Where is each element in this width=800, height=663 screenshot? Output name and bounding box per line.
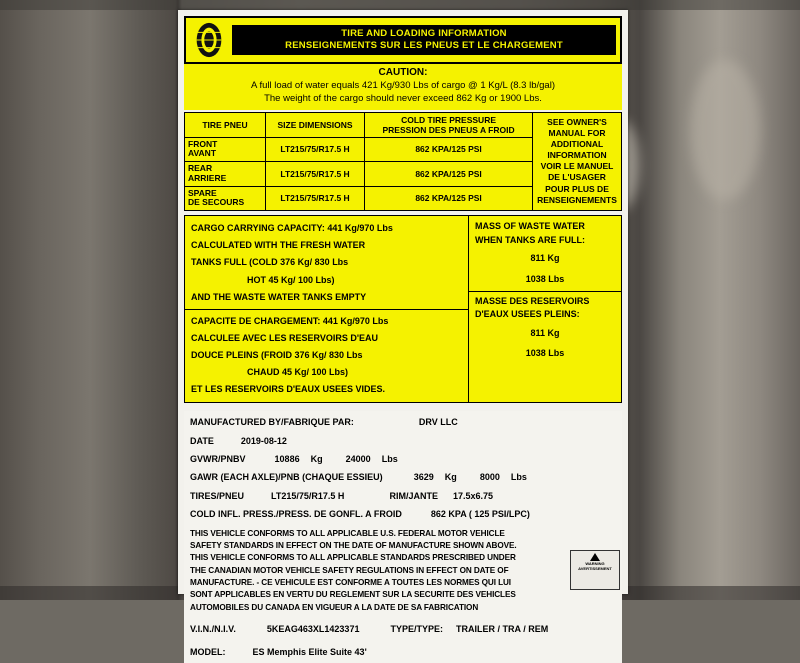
gawr-lbs-value: 8000 xyxy=(479,472,500,483)
row-position-rear-fr: ARRIERE xyxy=(188,172,227,183)
owner-manual-note: SEE OWNER'S MANUAL FOR ADDITIONAL INFORMATION VOIR LE MANUEL DE L'USAGER POUR PLUS DE RENSEIGNEMENTS xyxy=(533,112,622,211)
warning-triangle-icon xyxy=(590,553,600,561)
date-value: 2019-08-12 xyxy=(240,435,287,446)
background-top-shadow xyxy=(0,0,800,10)
tires-row xyxy=(190,487,616,505)
conformity-line-2: SAFETY STANDARDS IN EFFECT ON THE DATE OF MANUFACTURE SHOWN ABOVE. xyxy=(190,541,517,551)
conformity-line-7: AUTOMOBILES DU CANADA EN VIGUEUR A LA DATE DE SA FABRICATION xyxy=(190,602,479,612)
tire-table xyxy=(184,112,622,212)
tires-label: TIRES/PNEU xyxy=(190,490,245,501)
cargo-capacity-block xyxy=(184,215,622,403)
caution-line-1: A full load of water equals 421 Kg/930 Lbs of cargo @ 1 Kg/L (8.3 lb/gal) xyxy=(251,80,555,91)
row-position-front xyxy=(185,137,266,162)
col-header-pressure-en: COLD TIRE PRESSURE xyxy=(401,114,497,125)
header-line-fr: RENSEIGNEMENTS SUR LES PNEUS ET LE CHARGEMENT xyxy=(285,40,563,51)
manufactured-by-label: MANUFACTURED BY/FABRIQUE PAR: xyxy=(190,417,354,428)
col-header-position: TIRE PNEU xyxy=(185,112,266,137)
gvwr-kg-value: 10886 xyxy=(274,454,300,465)
waste-en-title-2: WHEN TANKS ARE FULL: xyxy=(475,234,585,245)
gawr-label: GAWR (EACH AXLE)/PNB (CHAQUE ESSIEU) xyxy=(190,472,383,483)
label-header xyxy=(184,16,622,64)
model-row xyxy=(190,645,616,659)
tire-icon xyxy=(190,21,228,59)
gvwr-lbs-value: 24000 xyxy=(345,454,371,465)
waste-fr-kg: 811 Kg xyxy=(530,327,560,338)
row-pressure-spare: 862 KPA/125 PSI xyxy=(365,186,533,211)
conformity-line-6: SONT APPLICABLES EN VERTU DU REGLEMENT SUR LA SECURITE DES VEHICLES xyxy=(190,590,516,600)
type-label: TYPE/TYPE: xyxy=(390,623,443,634)
gawr-row xyxy=(190,468,616,486)
cargo-fr-line-3: DOUCE PLEINS (FROID 376 Kg/ 830 Lbs xyxy=(191,349,363,360)
vin-row xyxy=(190,620,616,639)
col-header-size: SIZE DIMENSIONS xyxy=(266,112,365,137)
header-band xyxy=(232,25,616,55)
conformity-line-5: MANUFACTURE. - CE VEHICULE EST CONFORME A TOUTES LES NORMES QUI LUI xyxy=(190,577,511,587)
row-pressure-front: 862 KPA/125 PSI xyxy=(365,137,533,162)
type-value: TRAILER / TRA / REM xyxy=(456,623,549,634)
waste-fr-title-1: MASSE DES RESERVOIRS xyxy=(475,295,590,306)
row-position-spare-fr: DE SECOURS xyxy=(188,197,245,208)
caution-title: CAUTION: xyxy=(378,67,428,78)
waste-en-lbs: 1038 Lbs xyxy=(525,273,565,284)
cargo-fr-line-4: CHAUD 45 Kg/ 100 Lbs) xyxy=(247,366,349,377)
col-header-pressure xyxy=(365,112,533,137)
warning-badge xyxy=(570,550,620,590)
date-label: DATE xyxy=(190,435,214,446)
gvwr-lbs-unit: Lbs xyxy=(381,454,398,465)
cargo-en-line-4: HOT 45 Kg/ 100 Lbs) xyxy=(247,274,335,285)
gawr-kg-value: 3629 xyxy=(413,472,434,483)
vin-value: 5KEAG463XL1423371 xyxy=(266,623,360,634)
conformity-statement xyxy=(190,528,616,614)
manufacturer-block xyxy=(184,411,622,663)
row-position-spare-en: SPARE xyxy=(188,187,217,198)
gawr-kg-unit: Kg xyxy=(444,472,457,483)
warning-badge-text: WARNING AVERTISSEMENT xyxy=(578,561,612,571)
row-position-spare xyxy=(185,186,266,211)
waste-en-kg: 811 Kg xyxy=(530,253,560,264)
model-label: MODEL: xyxy=(190,646,226,657)
cargo-en-line-2: CALCULATED WITH THE FRESH WATER xyxy=(191,240,366,251)
col-header-pressure-fr: PRESSION DES PNEUS A FROID xyxy=(382,124,515,135)
cargo-divider xyxy=(185,309,468,310)
table-header-row xyxy=(185,112,622,137)
waste-en-title-1: MASS OF WASTE WATER xyxy=(475,221,585,232)
waste-divider xyxy=(469,291,621,292)
row-size-front: LT215/75/R17.5 H xyxy=(266,137,365,162)
waste-fr-title-2: D'EAUX USEES PLEINS: xyxy=(475,309,580,320)
cargo-en-line-5: AND THE WASTE WATER TANKS EMPTY xyxy=(191,291,367,302)
cargo-en-line-1: CARGO CARRYING CAPACITY: 441 Kg/970 Lbs xyxy=(191,223,393,234)
cargo-left-column xyxy=(185,216,469,402)
tire-and-loading-label xyxy=(178,10,628,657)
gvwr-label: GVWR/PNBV xyxy=(190,454,246,465)
cargo-fr-line-1: CAPACITE DE CHARGEMENT: 441 Kg/970 Lbs xyxy=(191,315,389,326)
caution-line-2: The weight of the cargo should never exceed 862 Kg or 1900 Lbs. xyxy=(264,92,542,104)
conformity-line-1: THIS VEHICLE CONFORMS TO ALL APPLICABLE U.S. FEDERAL MOTOR VEHICLE xyxy=(190,528,505,538)
cargo-fr-line-5: ET LES RESERVOIRS D'EAUX USEES VIDES. xyxy=(191,384,386,395)
cold-pressure-row xyxy=(190,505,616,523)
row-size-rear: LT215/75/R17.5 H xyxy=(266,162,365,187)
model-value: ES Memphis Elite Suite 43' xyxy=(252,646,367,657)
rim-label: RIM/JANTE xyxy=(389,490,438,501)
row-position-rear xyxy=(185,162,266,187)
cold-pressure-value: 862 KPA ( 125 PSI/LPC) xyxy=(430,509,530,520)
manufactured-by-value: DRV LLC xyxy=(418,417,458,428)
row-position-front-en: FRONT xyxy=(188,138,218,149)
row-position-rear-en: REAR xyxy=(188,163,213,174)
gvwr-kg-unit: Kg xyxy=(310,454,323,465)
tire-table-wrap xyxy=(184,112,622,212)
vin-label: V.I.N./N.I.V. xyxy=(190,623,236,634)
row-pressure-rear: 862 KPA/125 PSI xyxy=(365,162,533,187)
rim-value: 17.5x6.75 xyxy=(453,490,494,501)
gvwr-row xyxy=(190,450,616,468)
row-position-front-fr: AVANT xyxy=(188,148,217,159)
cargo-fr-line-2: CALCULEE AVEC LES RESERVOIRS D'EAU xyxy=(191,332,379,343)
row-size-spare: LT215/75/R17.5 H xyxy=(266,186,365,211)
conformity-line-4: THE CANADIAN MOTOR VEHICLE SAFETY REGULATIONS IN EFFECT ON DATE OF xyxy=(190,565,509,575)
date-row xyxy=(190,432,616,450)
header-line-en: TIRE AND LOADING INFORMATION xyxy=(341,28,507,40)
tires-value: LT215/75/R17.5 H xyxy=(271,490,345,501)
cargo-right-column xyxy=(469,216,621,402)
cold-pressure-label: COLD INFL. PRESS./PRESS. DE GONFL. A FROID xyxy=(190,509,402,520)
waste-fr-lbs: 1038 Lbs xyxy=(525,348,565,359)
conformity-line-3: THIS VEHICLE CONFORMS TO ALL APPLICABLE STANDARDS PRESCRIBED UNDER xyxy=(190,553,516,563)
gawr-lbs-unit: Lbs xyxy=(510,472,527,483)
cargo-en-line-3: TANKS FULL (COLD 376 Kg/ 830 Lbs xyxy=(191,257,349,268)
manufactured-by-row xyxy=(190,413,616,431)
background-highlight-2 xyxy=(690,60,760,200)
caution-block xyxy=(184,64,622,110)
